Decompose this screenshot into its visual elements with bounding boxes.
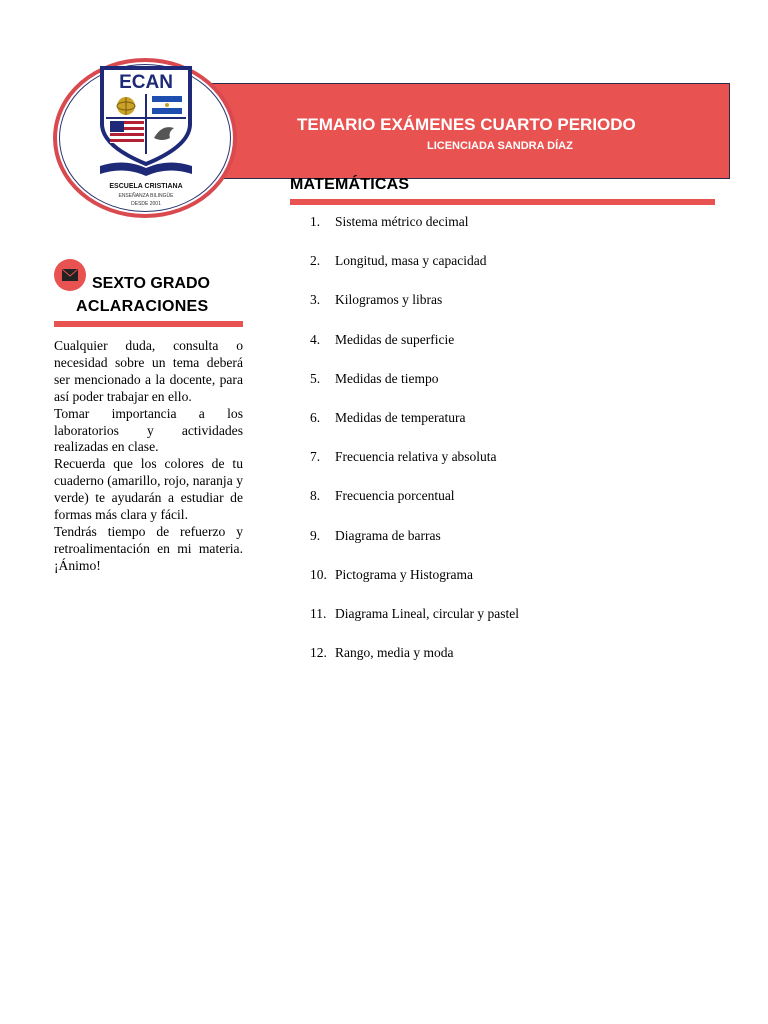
topic-item: 11. Diagrama Lineal, circular y pastel xyxy=(310,605,520,621)
topic-list xyxy=(310,214,519,684)
topic-item: 5. Medidas de tiempo xyxy=(310,370,439,386)
logo-acronym: ECAN xyxy=(119,72,173,93)
subject-title: MATEMÁTICAS xyxy=(290,176,410,193)
logo-school-name: ESCUELA CRISTIANA xyxy=(109,183,183,190)
topic-item: 7. Frecuencia relativa y absoluta xyxy=(310,449,497,465)
topic-item: 3. Kilogramos y libras xyxy=(310,292,443,308)
teacher-name: LICENCIADA SANDRA DÍAZ xyxy=(427,140,573,152)
note-paragraph: Recuerda que los colores de tu cuaderno (amarillo, rojo, naranja y verde) te ayudarán a estudiar de formas más clara y fácil. xyxy=(54,456,243,523)
grade-label: SEXTO GRADO xyxy=(92,275,210,292)
note-paragraph: Cualquier duda, consulta o necesidad sobre un tema deberá ser mencionado a la docente, para así poder trabajar en ello. xyxy=(54,338,243,404)
topic-item: 6. Medidas de temperatura xyxy=(310,409,466,425)
envelope-icon xyxy=(62,269,78,281)
logo-tagline: ENSEÑANZA BILINGÜE xyxy=(118,193,174,199)
clarifications-heading: ACLARACIONES xyxy=(76,298,209,315)
topic-item: 10. Pictograma y Histograma xyxy=(310,566,473,582)
clarifications-text xyxy=(54,338,243,575)
topic-item: 2. Longitud, masa y capacidad xyxy=(310,253,487,269)
subject-divider xyxy=(290,199,715,205)
clarifications-divider xyxy=(54,321,243,327)
envelope-icon-badge xyxy=(54,259,86,291)
logo-since: DESDE 2001 xyxy=(131,201,161,207)
note-paragraph: Tendrás tiempo de refuerzo y retroalimentación en mi materia. ¡Ánimo! xyxy=(54,523,243,573)
topic-item: 12. Rango, media y moda xyxy=(310,645,454,661)
document-title: TEMARIO EXÁMENES CUARTO PERIODO xyxy=(297,115,636,134)
topic-item: 4. Medidas de superficie xyxy=(310,331,455,347)
header-banner xyxy=(200,83,730,179)
school-crest-logo xyxy=(96,66,196,214)
topic-item: 8. Frecuencia porcentual xyxy=(310,488,455,504)
topic-item: 1. Sistema métrico decimal xyxy=(310,214,469,229)
topic-item: 9. Diagrama de barras xyxy=(310,527,441,543)
note-paragraph: Tomar importancia a los laboratorios y actividades realizadas en clase. xyxy=(54,405,243,455)
